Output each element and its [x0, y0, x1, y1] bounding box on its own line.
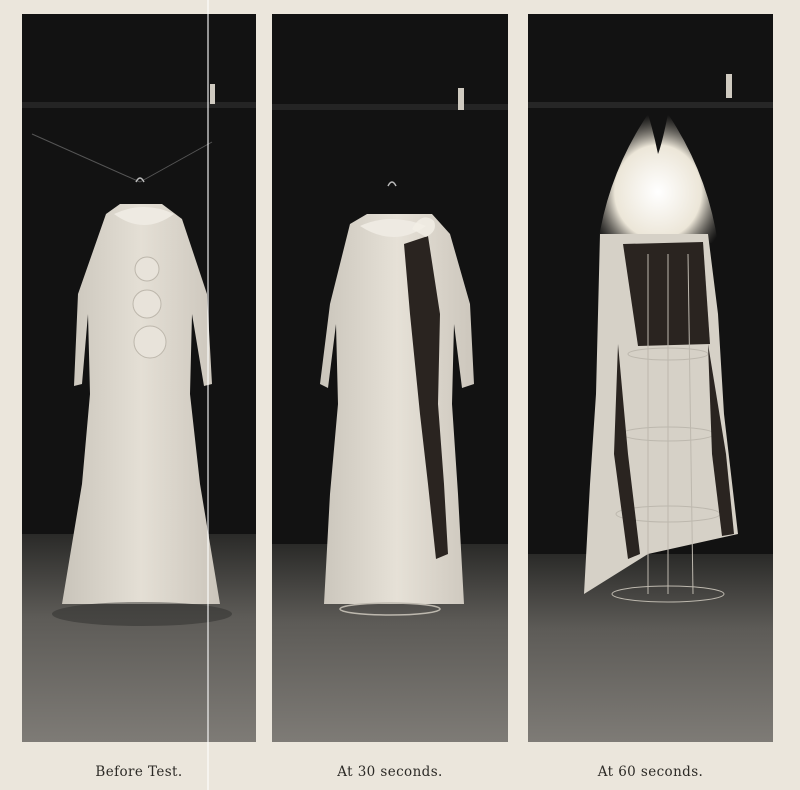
wall-ledge	[272, 104, 508, 110]
page-fold-line	[207, 0, 209, 790]
charred-bodice	[623, 242, 710, 346]
nightgown	[320, 214, 474, 604]
shadow	[52, 602, 232, 626]
photo-before-test	[22, 14, 256, 742]
photo-before-illustration	[22, 14, 256, 742]
wall-ledge	[528, 102, 773, 108]
caption-before-test: Before Test.	[95, 764, 183, 780]
photo-60s-illustration	[528, 14, 773, 742]
wall-fixture	[210, 84, 215, 104]
wall-fixture	[726, 74, 732, 98]
caption-at-30-seconds: At 30 seconds.	[337, 764, 443, 780]
photo-at-30-seconds	[272, 14, 508, 742]
photo-30s-illustration	[272, 14, 508, 742]
photo-at-60-seconds	[528, 14, 773, 742]
wall-ledge	[22, 102, 256, 108]
caption-at-60-seconds: At 60 seconds.	[597, 764, 704, 780]
floor	[528, 554, 773, 742]
wall-fixture	[458, 88, 464, 110]
